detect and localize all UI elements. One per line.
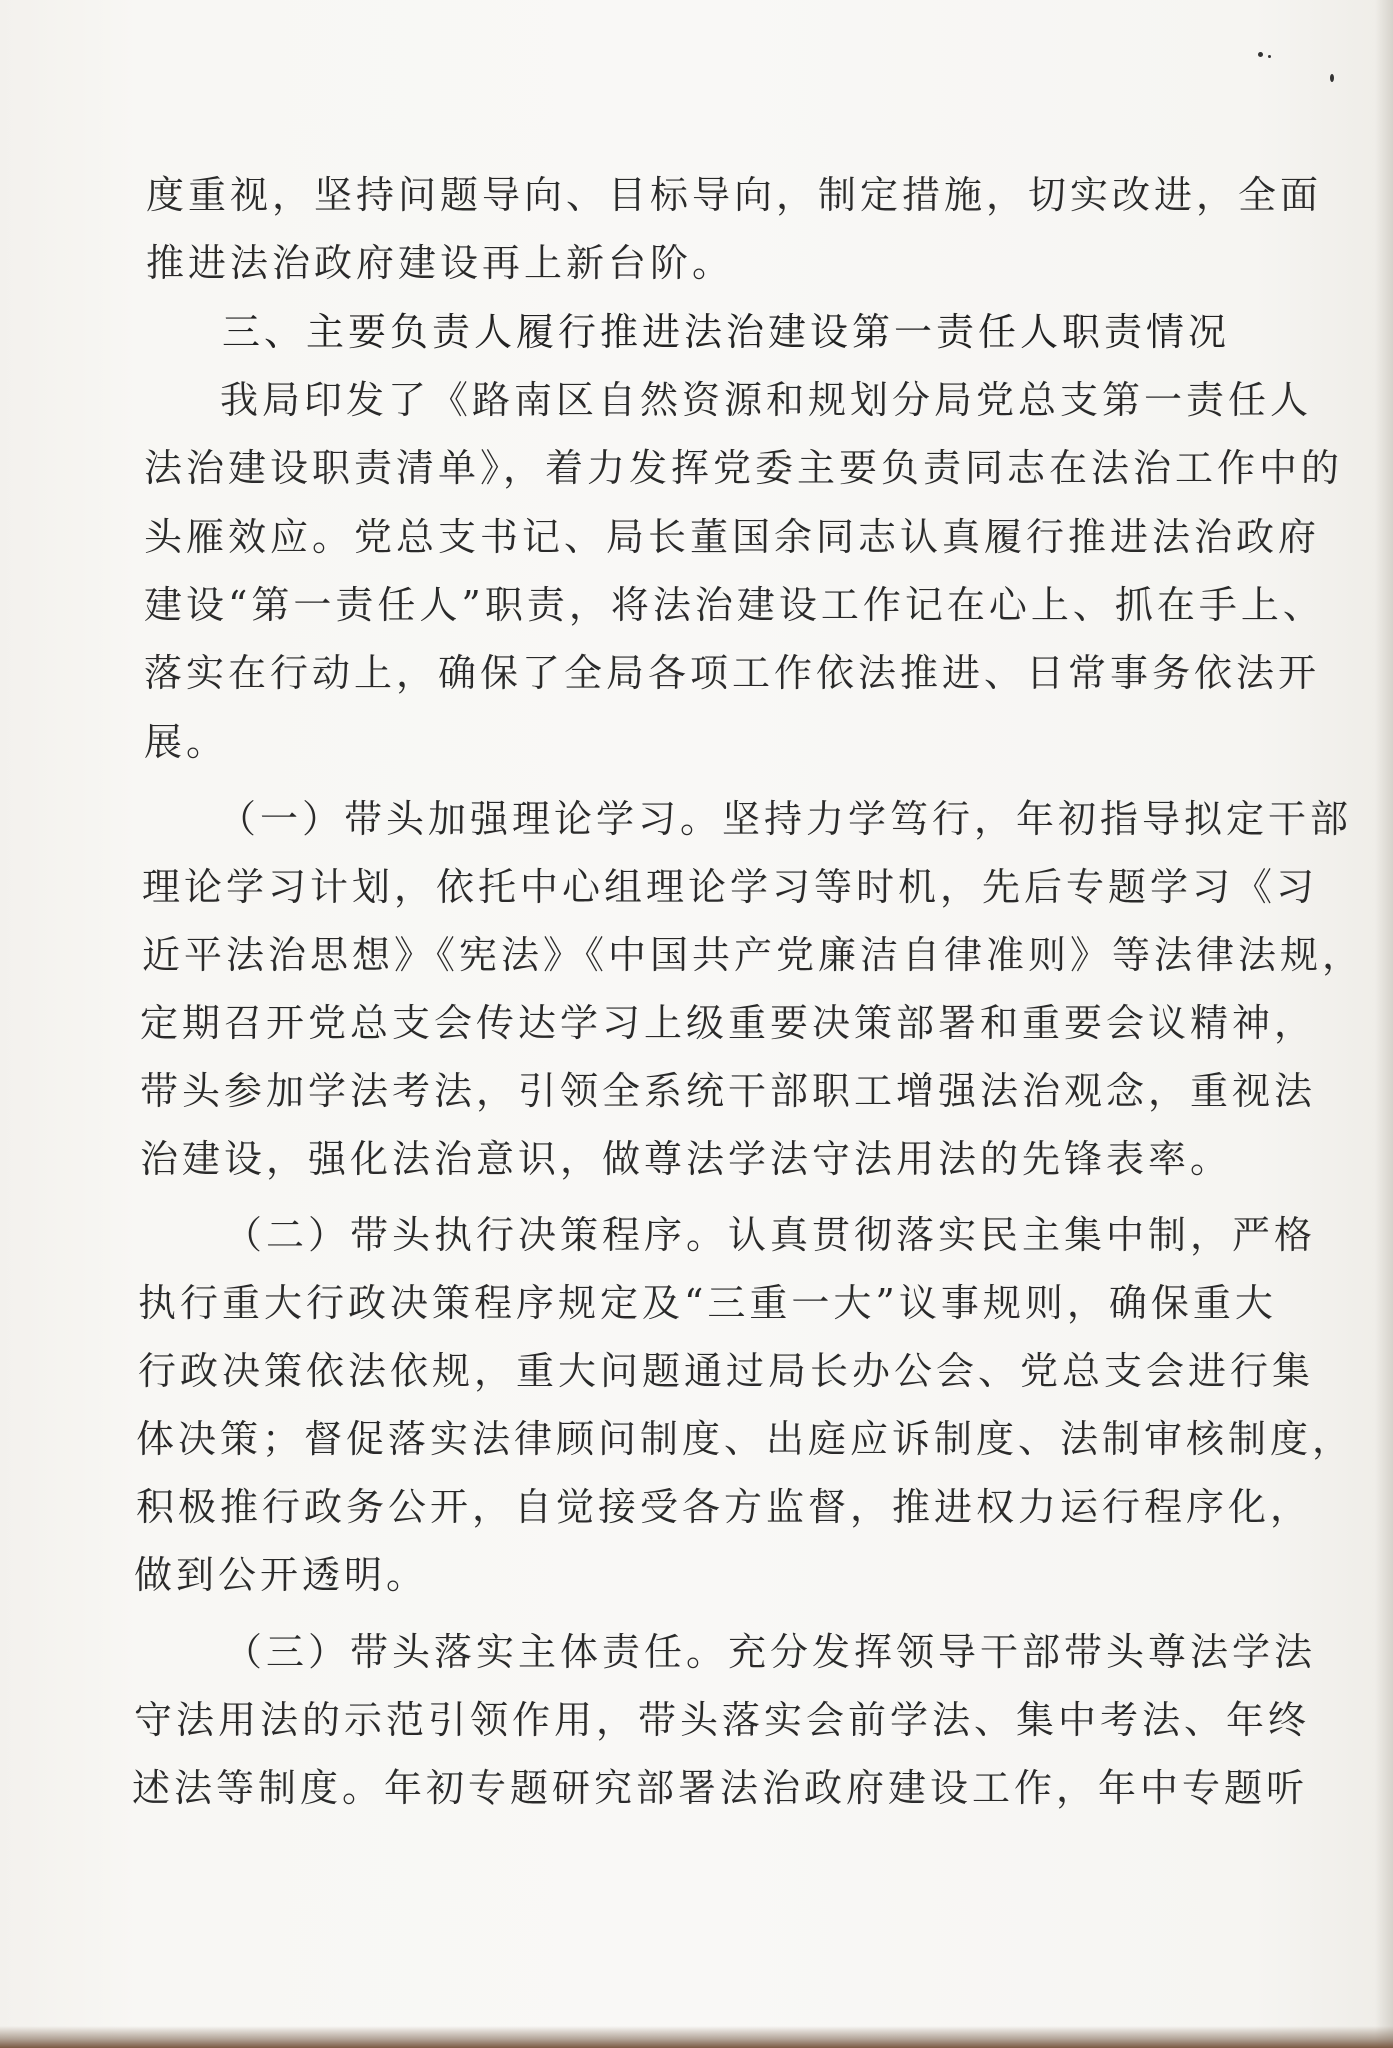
- body-line: 积极推行政务公开，自觉接受各方监督，推进权力运行程序化，: [136, 1485, 1313, 1529]
- body-line: 展。: [144, 720, 229, 764]
- body-line: 落实在行动上，确保了全局各项工作依法推进、日常事务依法开: [144, 651, 1321, 695]
- body-line: 推进法治政府建设再上新台阶。: [146, 241, 735, 285]
- body-line: 守法用法的示范引领作用，带头落实会前学法、集中考法、年终: [134, 1698, 1311, 1742]
- body-line: 理论学习计划，依托中心组理论学习等时机，先后专题学习《习: [142, 865, 1319, 909]
- body-line: 述法等制度。年初专题研究部署法治政府建设工作，年中专题听: [132, 1766, 1309, 1810]
- body-line: 头雁效应。党总支书记、局长董国余同志认真履行推进法治政府: [144, 515, 1321, 559]
- page-edge-shadow: [1375, 0, 1393, 2048]
- ink-speck: [1330, 74, 1334, 82]
- section-heading: 三、主要负责人履行推进法治建设第一责任人职责情况: [222, 310, 1231, 354]
- subsection-line: （三）带头落实主体责任。充分发挥领导干部带头尊法学法: [224, 1630, 1317, 1674]
- ink-speck: [1258, 52, 1263, 57]
- subsection-line: （二）带头执行决策程序。认真贯彻落实民主集中制，严格: [224, 1213, 1317, 1257]
- body-line: 带头参加学法考法，引领全系统干部职工增强法治观念，重视法: [140, 1069, 1317, 1113]
- body-line: 执行重大行政决策程序规定及“三重一大”议事规则，确保重大: [138, 1281, 1277, 1325]
- body-line: 度重视，坚持问题导向、目标导向，制定措施，切实改进，全面: [146, 173, 1323, 217]
- body-line: 治建设，强化法治意识，做尊法学法守法用法的先锋表率。: [140, 1137, 1233, 1181]
- body-line: 近平法治思想》《宪法》《中国共产党廉洁自律准则》等法律法规，: [142, 933, 1365, 977]
- body-line: 我局印发了《路南区自然资源和规划分局党总支第一责任人: [220, 378, 1313, 422]
- body-line: 建设“第一责任人”职责，将法治建设工作记在心上、抓在手上、: [144, 583, 1325, 627]
- body-line: 做到公开透明。: [134, 1553, 429, 1597]
- body-line: 定期召开党总支会传达学习上级重要决策部署和重要会议精神，: [140, 1001, 1317, 1045]
- subsection-line: （一）带头加强理论学习。坚持力学笃行，年初指导拟定干部: [218, 797, 1353, 841]
- ink-speck: [1268, 55, 1271, 58]
- body-line: 行政决策依法依规，重大问题通过局长办公会、党总支会进行集: [138, 1349, 1315, 1393]
- page-bottom-shadow: [0, 2026, 1393, 2048]
- body-line: 体决策；督促落实法律顾问制度、出庭应诉制度、法制审核制度，: [136, 1417, 1355, 1461]
- body-line: 法治建设职责清单》，着力发挥党委主要负责同志在法治工作中的: [144, 446, 1344, 490]
